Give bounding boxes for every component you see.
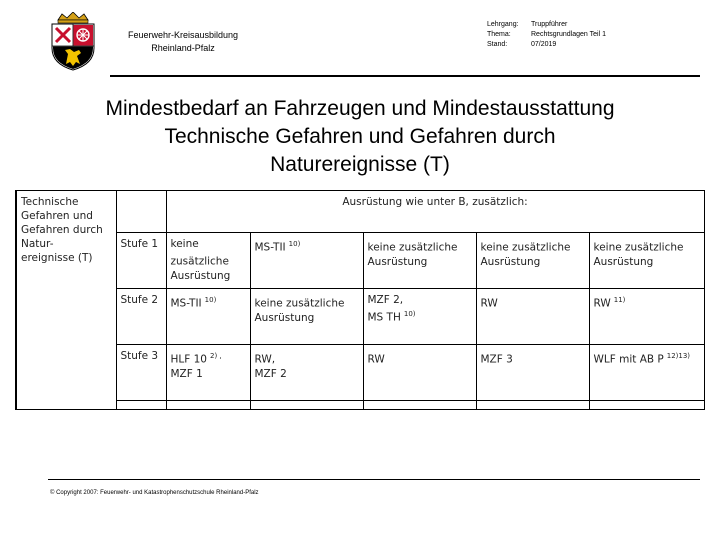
table-cell bbox=[116, 401, 166, 410]
category-line: Gefahren und bbox=[21, 210, 93, 222]
table-cell bbox=[363, 401, 476, 410]
table-cell bbox=[250, 289, 363, 345]
cell-line-1: MZF 2, bbox=[367, 294, 404, 306]
table-cell bbox=[250, 401, 363, 410]
cell-line-2: MZF 2 bbox=[254, 367, 287, 380]
table-cell bbox=[476, 233, 589, 289]
cell-line-1: RW bbox=[480, 297, 498, 310]
stufe-cell bbox=[116, 345, 166, 401]
meta-value: 07/2019 bbox=[531, 41, 557, 48]
table-row bbox=[16, 345, 704, 401]
copyright-text: © Copyright 2007: Feuerwehr- und Katastrophenschutzschule Rheinland-Pfalz bbox=[50, 490, 259, 496]
table-cell bbox=[476, 289, 589, 345]
header-span-label: Ausrüstung wie unter B, zusätzlich: bbox=[342, 196, 528, 208]
cell-line-1: keine zusätzliche bbox=[254, 297, 345, 310]
category-line: Gefahren durch bbox=[21, 224, 103, 236]
table-row bbox=[16, 289, 704, 345]
meta-row-course bbox=[487, 20, 606, 30]
stufe-label: Stufe 3 bbox=[120, 350, 159, 362]
table-cell bbox=[363, 233, 476, 289]
table-cell bbox=[589, 233, 704, 289]
cell-line-2: Ausrüstung bbox=[480, 255, 541, 268]
page-title bbox=[0, 95, 720, 179]
rlp-coat-of-arms-logo bbox=[48, 12, 98, 72]
cell-line-1: keine zusätzliche bbox=[593, 241, 684, 254]
cell-line-1: RW bbox=[367, 353, 385, 366]
cell-line-1: RW, bbox=[254, 353, 276, 366]
meta-value: Truppführer bbox=[531, 21, 568, 28]
cell-line-1: RW bbox=[593, 297, 611, 310]
footnote-ref: 10) bbox=[403, 310, 416, 318]
footnote-ref: 10) bbox=[288, 240, 301, 248]
equipment-table bbox=[15, 190, 703, 406]
meta-key: Stand: bbox=[487, 41, 508, 48]
footnote-ref: 12)13) bbox=[666, 352, 691, 360]
table-cell bbox=[166, 289, 250, 345]
footnote-ref: 2) , bbox=[209, 352, 222, 360]
category-line: Technische bbox=[21, 196, 79, 208]
cell-line-1: keine zusätzliche bbox=[170, 238, 229, 268]
cell-line-2: Ausrüstung bbox=[367, 255, 428, 268]
table-cell bbox=[589, 401, 704, 410]
table-cell bbox=[166, 233, 250, 289]
category-line: Natur- bbox=[21, 238, 54, 250]
title-line-3: Naturereignisse (T) bbox=[270, 153, 450, 176]
header-span-cell bbox=[166, 191, 704, 233]
table-cell bbox=[476, 401, 589, 410]
org-line-2: Rheinland-Pfalz bbox=[151, 43, 215, 53]
table-row bbox=[16, 233, 704, 289]
table-cell bbox=[363, 345, 476, 401]
table-row bbox=[16, 401, 704, 410]
category-cell bbox=[16, 191, 116, 410]
footnote-ref: 10) bbox=[204, 296, 217, 304]
table-cell bbox=[589, 289, 704, 345]
cell-line-2: MZF 1 bbox=[170, 367, 203, 380]
cell-line-2: Ausrüstung bbox=[254, 311, 315, 324]
stufe-cell bbox=[116, 289, 166, 345]
table-cell bbox=[250, 345, 363, 401]
footnote-ref: 11) bbox=[613, 296, 626, 304]
cell-line-1: MZF 3 bbox=[480, 353, 513, 366]
stufe-cell bbox=[116, 233, 166, 289]
header-empty-cell bbox=[116, 191, 166, 233]
table-cell bbox=[589, 345, 704, 401]
table-cell bbox=[363, 289, 476, 345]
stufe-label: Stufe 2 bbox=[120, 294, 159, 306]
course-meta bbox=[487, 20, 606, 50]
org-line-1: Feuerwehr-Kreisausbildung bbox=[127, 30, 239, 40]
stufe-label: Stufe 1 bbox=[120, 238, 159, 250]
cell-line-1: keine zusätzliche bbox=[367, 241, 458, 254]
cell-line-1: HLF 10 bbox=[170, 353, 207, 366]
meta-value: Rechtsgrundlagen Teil 1 bbox=[531, 31, 606, 38]
cell-line-2: Ausrüstung bbox=[593, 255, 654, 268]
footer-divider bbox=[48, 479, 700, 480]
meta-row-date bbox=[487, 40, 606, 50]
cell-line-1: keine zusätzliche bbox=[480, 241, 571, 254]
title-line-1: Mindestbedarf an Fahrzeugen und Mindestausstattung bbox=[105, 97, 615, 120]
category-line: ereignisse (T) bbox=[21, 252, 93, 264]
meta-key: Lehrgang: bbox=[487, 21, 519, 28]
cell-line-2: Ausrüstung bbox=[170, 269, 231, 282]
table-cell bbox=[250, 233, 363, 289]
cell-line-1: MS-TII bbox=[170, 297, 202, 310]
meta-row-topic bbox=[487, 30, 606, 40]
cell-line-1: WLF mit AB P bbox=[593, 353, 664, 366]
table-cell bbox=[476, 345, 589, 401]
table-cell bbox=[166, 345, 250, 401]
title-line-2: Technische Gefahren und Gefahren durch bbox=[164, 125, 556, 148]
meta-key: Thema: bbox=[487, 31, 511, 38]
cell-line-1: MS-TII bbox=[254, 241, 286, 254]
cell-line-2: MS TH bbox=[367, 311, 401, 324]
header-divider bbox=[110, 75, 700, 77]
table-cell bbox=[166, 401, 250, 410]
organization-name bbox=[108, 29, 258, 55]
